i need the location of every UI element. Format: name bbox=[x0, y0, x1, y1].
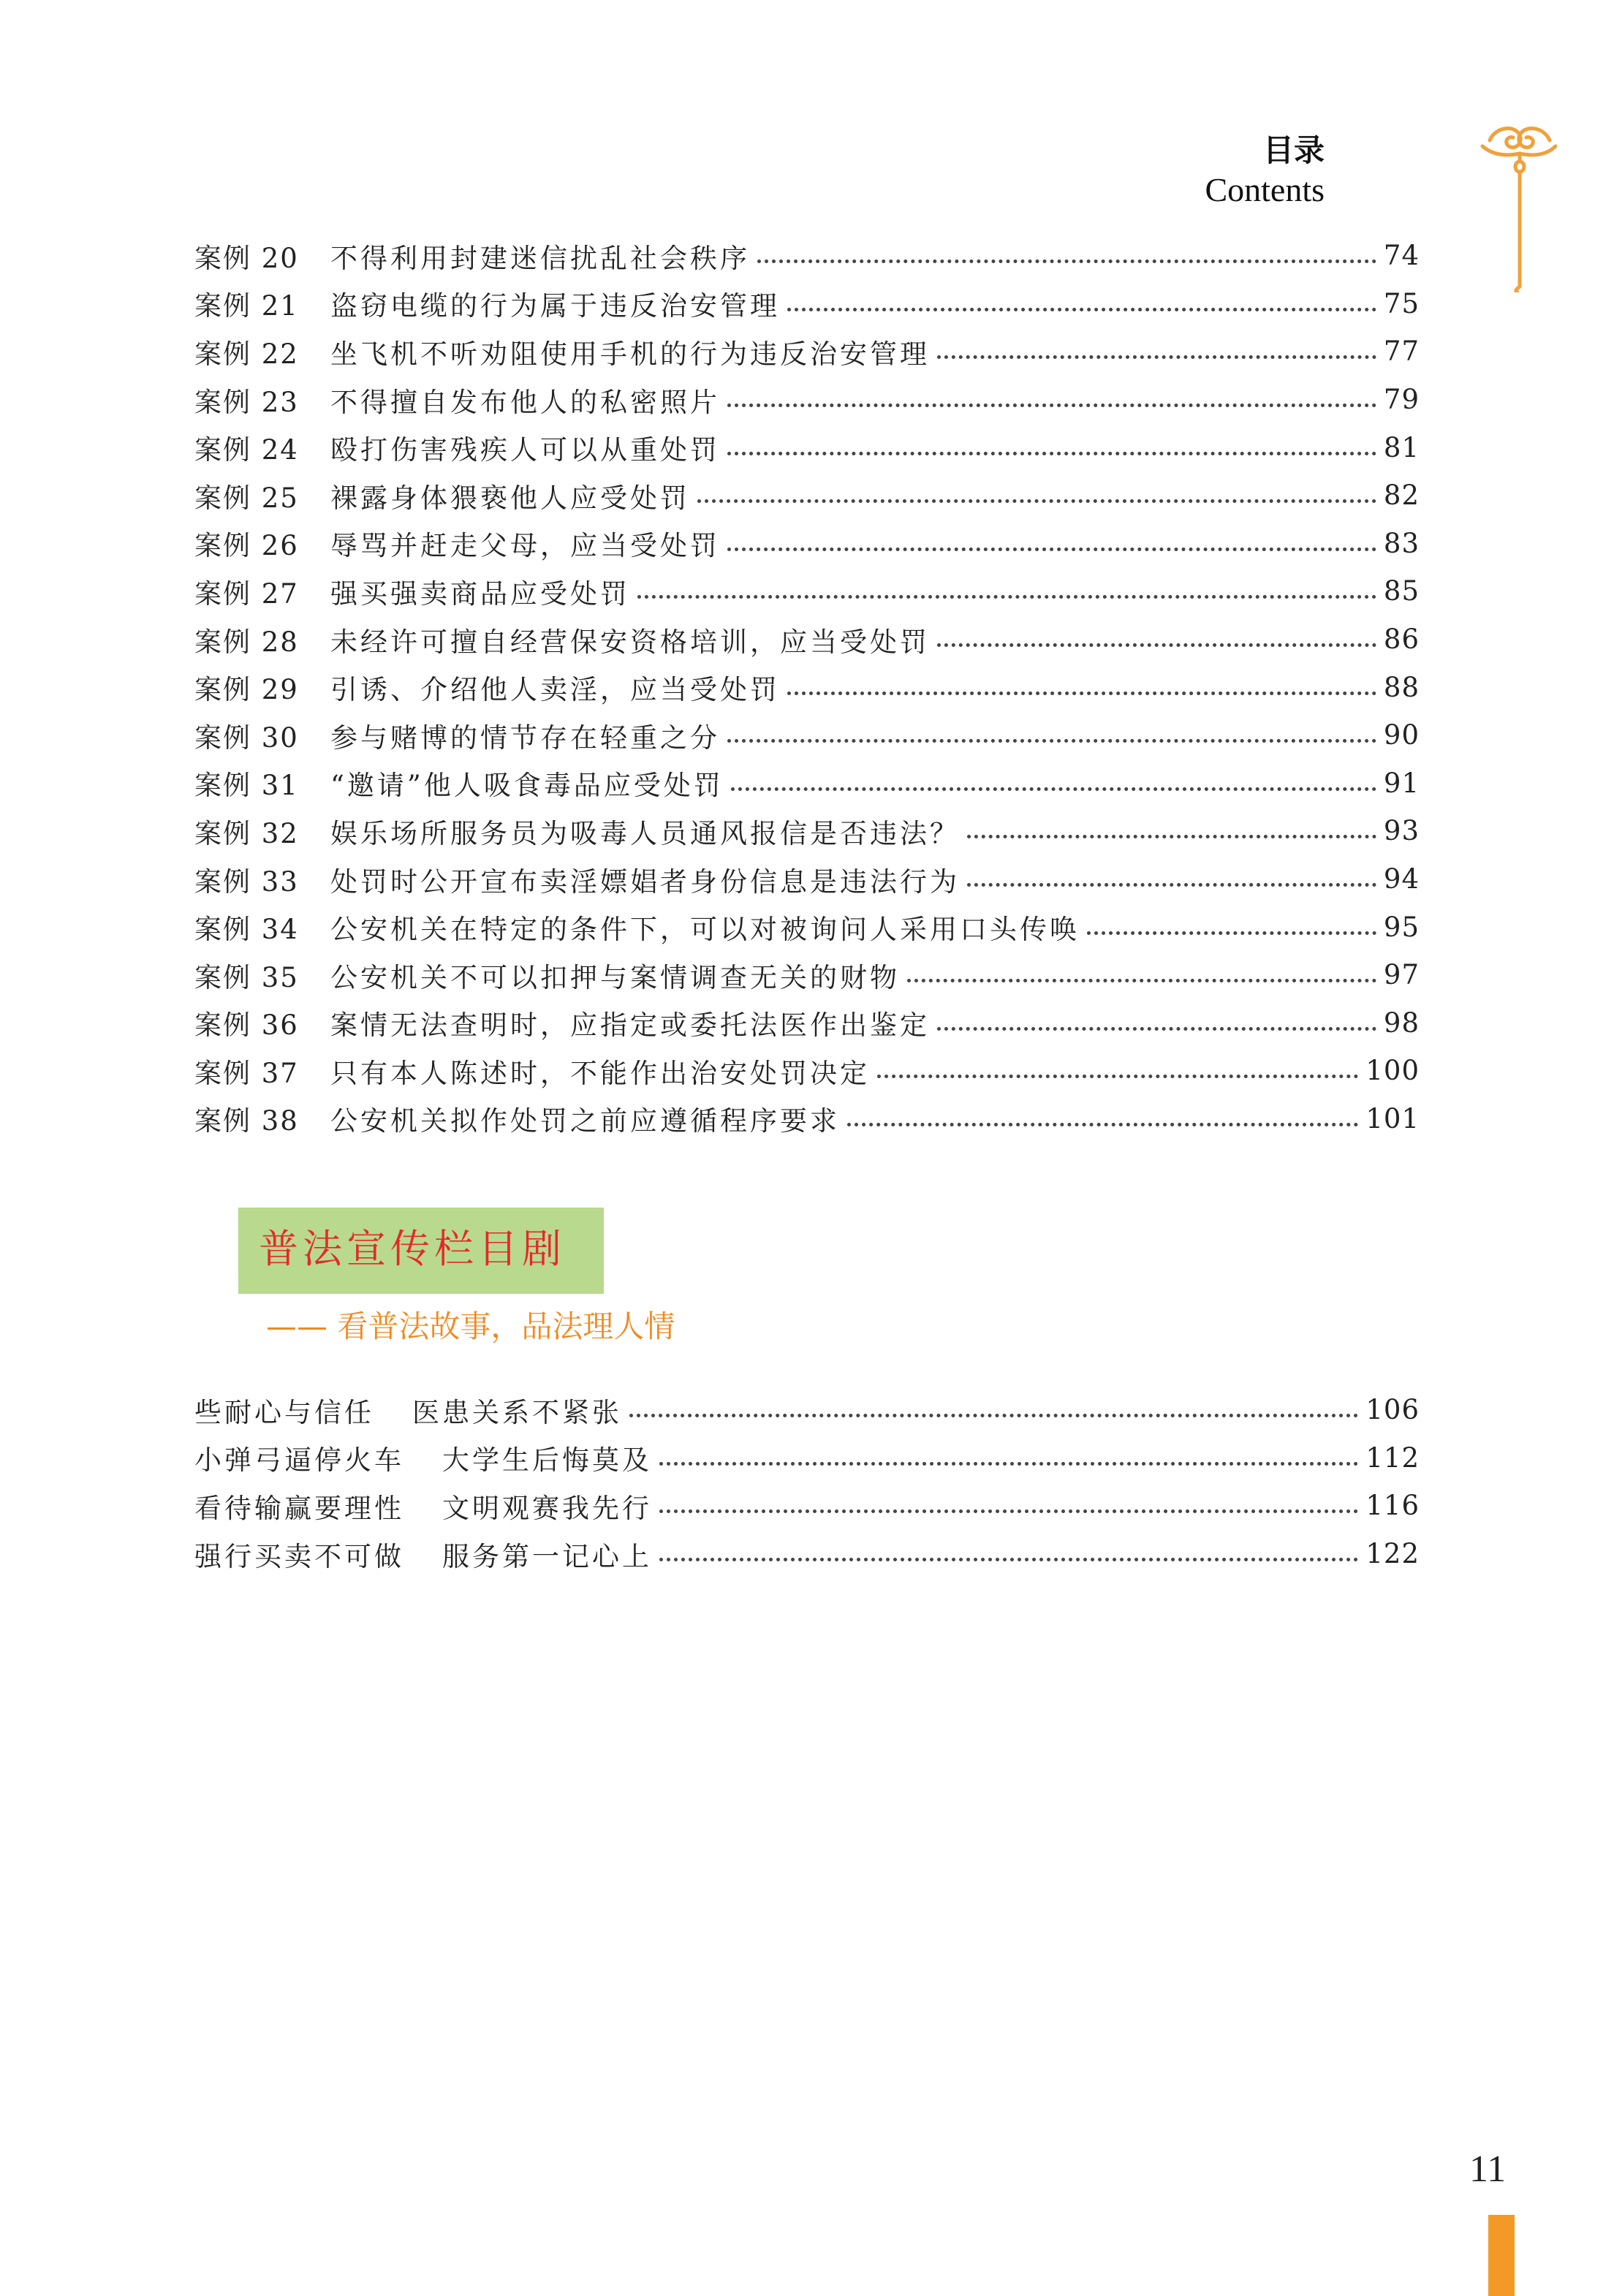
page-ref: 98 bbox=[1383, 1007, 1420, 1039]
case-number: 案例 21 bbox=[194, 290, 299, 322]
dot-leader bbox=[967, 883, 1376, 887]
case-number: 案例 20 bbox=[194, 242, 299, 274]
story-list bbox=[194, 1386, 1420, 1577]
page-ref: 86 bbox=[1383, 624, 1420, 656]
dot-leader bbox=[629, 1414, 1358, 1417]
dot-leader bbox=[757, 259, 1376, 263]
toc-entry-story[interactable] bbox=[194, 1530, 1420, 1578]
case-number: 案例 38 bbox=[194, 1105, 299, 1137]
toc-entry-case[interactable] bbox=[194, 327, 1420, 376]
entry-title: “邀请”他人吸食毒品应受处罚 bbox=[330, 770, 724, 802]
dot-leader bbox=[727, 403, 1376, 407]
header-title-en: Contents bbox=[1205, 171, 1325, 208]
section-heading-box bbox=[238, 1208, 604, 1294]
toc-entry-case[interactable] bbox=[194, 567, 1420, 615]
story-title-part1: 小弹弓逼停火车 bbox=[194, 1444, 404, 1477]
case-number: 案例 37 bbox=[194, 1057, 299, 1089]
dot-leader bbox=[659, 1509, 1358, 1513]
case-number: 案例 34 bbox=[194, 914, 299, 946]
dot-leader bbox=[637, 595, 1376, 599]
page-ref: 82 bbox=[1383, 480, 1420, 512]
entry-title: 公安机关不可以扣押与案情调查无关的财物 bbox=[330, 961, 900, 993]
story-title-part1: 看待输赢要理性 bbox=[194, 1492, 404, 1524]
toc-entry-case[interactable] bbox=[194, 232, 1420, 280]
case-number: 案例 23 bbox=[194, 386, 299, 418]
toc-entry-story[interactable] bbox=[194, 1482, 1420, 1530]
toc-entry-case[interactable] bbox=[194, 663, 1420, 711]
case-number: 案例 32 bbox=[194, 817, 299, 849]
dot-leader bbox=[727, 452, 1376, 455]
entry-title: 公安机关拟作处罚之前应遵循程序要求 bbox=[330, 1105, 840, 1137]
entry-title: 未经许可擅自经营保安资格培训，应当受处罚 bbox=[330, 626, 930, 658]
case-list bbox=[194, 232, 1420, 1143]
case-number: 案例 35 bbox=[194, 961, 299, 993]
page-ref: 81 bbox=[1383, 431, 1420, 463]
edge-tab-bar bbox=[1488, 2215, 1515, 2296]
page-ref: 75 bbox=[1383, 287, 1420, 319]
dot-leader bbox=[659, 1462, 1358, 1466]
toc-entry-case[interactable] bbox=[194, 903, 1420, 951]
toc-entry-case[interactable] bbox=[194, 520, 1420, 568]
case-number: 案例 27 bbox=[194, 577, 299, 610]
flourish-ornament-icon bbox=[1477, 117, 1557, 292]
case-number: 案例 31 bbox=[194, 770, 299, 802]
dot-leader bbox=[937, 355, 1376, 359]
toc-entry-case[interactable] bbox=[194, 807, 1420, 855]
dot-leader bbox=[937, 1027, 1376, 1031]
entry-title: 盗窃电缆的行为属于违反治安管理 bbox=[330, 290, 780, 322]
story-title-part1: 强行买卖不可做 bbox=[194, 1540, 404, 1572]
entry-title: 只有本人陈述时，不能作出治安处罚决定 bbox=[330, 1057, 870, 1089]
story-title-part2: 服务第一记心上 bbox=[442, 1540, 652, 1572]
page-ref: 122 bbox=[1365, 1538, 1420, 1570]
entry-title: 娱乐场所服务员为吸毒人员通风报信是否违法？ bbox=[330, 817, 960, 849]
story-title-part1: 些耐心与信任 bbox=[194, 1396, 374, 1428]
page-ref: 88 bbox=[1383, 671, 1420, 703]
section-subtitle: —— 看普法故事，品法理人情 bbox=[266, 1308, 675, 1344]
entry-title: 不得利用封建迷信扰乱社会秩序 bbox=[330, 242, 750, 274]
toc-entry-case[interactable] bbox=[194, 1095, 1420, 1143]
case-number: 案例 33 bbox=[194, 865, 299, 898]
toc-entry-story[interactable] bbox=[194, 1434, 1420, 1482]
dot-leader bbox=[847, 1123, 1358, 1126]
toc-entry-case[interactable] bbox=[194, 711, 1420, 759]
case-number: 案例 36 bbox=[194, 1009, 299, 1042]
page-ref: 79 bbox=[1383, 384, 1420, 416]
page-ref: 100 bbox=[1365, 1055, 1420, 1087]
entry-title: 参与赌博的情节存在轻重之分 bbox=[330, 721, 720, 754]
toc-entry-case[interactable] bbox=[194, 1047, 1420, 1095]
story-title-part2: 文明观赛我先行 bbox=[442, 1492, 652, 1524]
page-ref: 106 bbox=[1365, 1394, 1420, 1426]
page-ref: 116 bbox=[1365, 1490, 1420, 1522]
dot-leader bbox=[727, 739, 1376, 743]
dot-leader bbox=[697, 499, 1376, 503]
page-ref: 101 bbox=[1365, 1102, 1420, 1134]
page-ref: 95 bbox=[1383, 911, 1420, 943]
dot-leader bbox=[877, 1075, 1358, 1078]
entry-title: 强买强卖商品应受处罚 bbox=[330, 577, 630, 610]
dot-leader bbox=[787, 308, 1376, 311]
entry-title: 引诱、介绍他人卖淫，应当受处罚 bbox=[330, 674, 780, 706]
page-ref: 94 bbox=[1383, 863, 1420, 895]
dot-leader bbox=[727, 548, 1376, 551]
case-number: 案例 28 bbox=[194, 626, 299, 658]
header-title-cn: 目录 bbox=[1262, 132, 1325, 168]
dot-leader bbox=[659, 1558, 1358, 1561]
page-ref: 97 bbox=[1383, 959, 1420, 991]
page-ref: 83 bbox=[1383, 527, 1420, 559]
page-ref: 112 bbox=[1365, 1441, 1420, 1474]
toc-entry-case[interactable] bbox=[194, 423, 1420, 471]
entry-title: 处罚时公开宣布卖淫嫖娼者身份信息是违法行为 bbox=[330, 865, 960, 898]
story-title-part2: 医患关系不紧张 bbox=[412, 1396, 622, 1428]
dot-leader bbox=[1087, 931, 1376, 935]
page-ref: 85 bbox=[1383, 575, 1420, 607]
case-number: 案例 29 bbox=[194, 674, 299, 706]
toc-entry-case[interactable] bbox=[194, 471, 1420, 520]
entry-title: 公安机关在特定的条件下，可以对被询问人采用口头传唤 bbox=[330, 914, 1080, 946]
entry-title: 不得擅自发布他人的私密照片 bbox=[330, 386, 720, 418]
entry-title: 辱骂并赶走父母，应当受处罚 bbox=[330, 530, 720, 562]
dot-leader bbox=[907, 979, 1376, 982]
page-ref: 93 bbox=[1383, 815, 1420, 847]
dot-leader bbox=[787, 692, 1376, 695]
section-title: 普法宣传栏目剧 bbox=[259, 1226, 566, 1272]
entry-title: 殴打伤害残疾人可以从重处罚 bbox=[330, 434, 720, 466]
toc-entry-case[interactable] bbox=[194, 999, 1420, 1047]
toc-entry-case[interactable] bbox=[194, 951, 1420, 999]
page-ref: 90 bbox=[1383, 719, 1420, 751]
entry-title: 案情无法查明时，应指定或委托法医作出鉴定 bbox=[330, 1009, 930, 1042]
toc-entry-case[interactable] bbox=[194, 759, 1420, 808]
page-number: 11 bbox=[1469, 2148, 1507, 2190]
toc-entry-case[interactable] bbox=[194, 376, 1420, 424]
entry-title: 裸露身体猥亵他人应受处罚 bbox=[330, 482, 690, 514]
toc-entry-case[interactable] bbox=[194, 280, 1420, 328]
entry-title: 坐飞机不听劝阻使用手机的行为违反治安管理 bbox=[330, 338, 930, 370]
page-ref: 74 bbox=[1383, 240, 1420, 272]
dot-leader bbox=[731, 787, 1376, 791]
header bbox=[1205, 132, 1325, 211]
case-number: 案例 25 bbox=[194, 482, 299, 514]
case-number: 案例 26 bbox=[194, 530, 299, 562]
page-ref: 77 bbox=[1383, 336, 1420, 368]
dot-leader bbox=[967, 835, 1376, 838]
case-number: 案例 22 bbox=[194, 338, 299, 370]
toc-entry-story[interactable] bbox=[194, 1386, 1420, 1434]
case-number: 案例 30 bbox=[194, 721, 299, 754]
toc-entry-case[interactable] bbox=[194, 855, 1420, 903]
toc-entry-case[interactable] bbox=[194, 615, 1420, 664]
story-title-part2: 大学生后悔莫及 bbox=[442, 1444, 652, 1477]
page-ref: 91 bbox=[1383, 767, 1420, 799]
dot-leader bbox=[937, 643, 1376, 647]
case-number: 案例 24 bbox=[194, 434, 299, 466]
